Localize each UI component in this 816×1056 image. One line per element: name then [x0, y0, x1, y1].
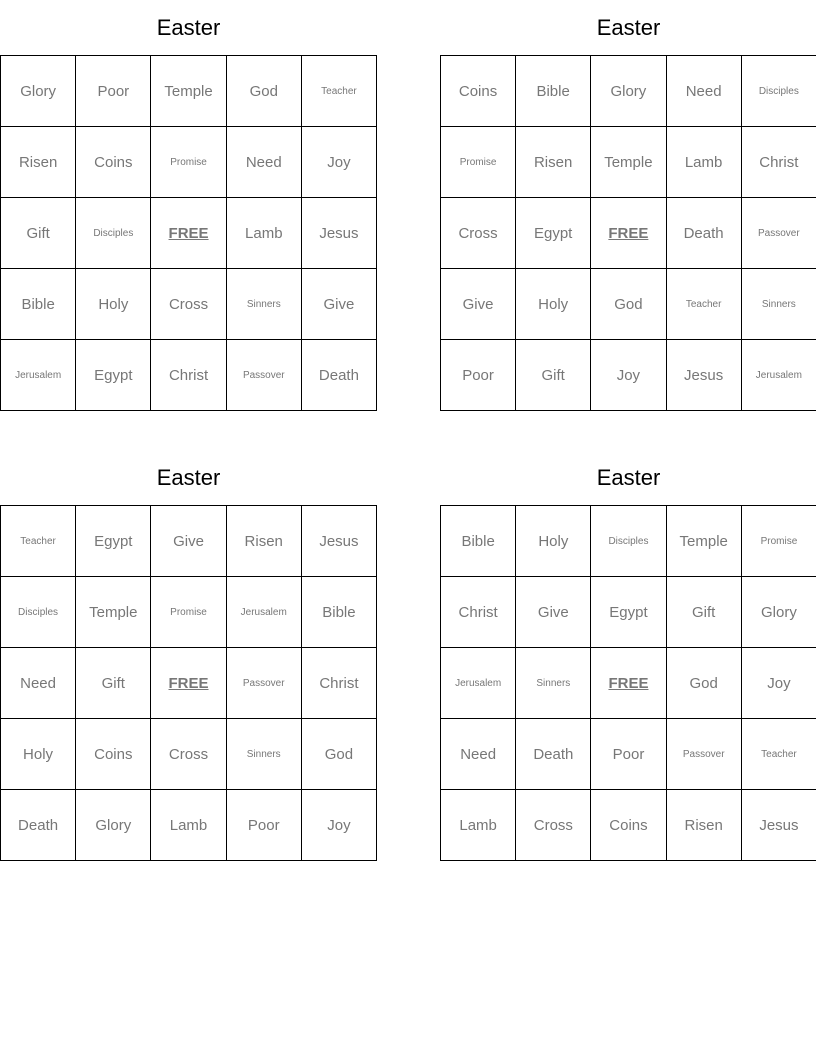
bingo-cell: Give	[516, 577, 591, 648]
bingo-cell: Lamb	[441, 790, 516, 861]
bingo-cell: Joy	[591, 340, 666, 411]
free-cell: FREE	[151, 198, 226, 269]
bingo-cell: Risen	[1, 127, 76, 198]
bingo-cell: Need	[1, 648, 76, 719]
bingo-row	[1, 790, 377, 861]
bingo-card-bottom-right	[440, 464, 816, 861]
bingo-row	[441, 269, 816, 340]
bingo-cell: Teacher	[1, 506, 76, 577]
bingo-cell: Glory	[1, 56, 76, 127]
bingo-row	[1, 506, 377, 577]
bingo-cell: Lamb	[226, 198, 301, 269]
free-cell: FREE	[591, 648, 666, 719]
bingo-cell: Teacher	[741, 719, 816, 790]
bingo-cell: Disciples	[741, 56, 816, 127]
bingo-cell: Temple	[76, 577, 151, 648]
bingo-cell: Give	[441, 269, 516, 340]
bingo-cell: Egypt	[591, 577, 666, 648]
free-cell: FREE	[591, 198, 666, 269]
bingo-cell: Death	[301, 340, 376, 411]
bingo-cell: Promise	[741, 506, 816, 577]
bingo-row	[1, 198, 377, 269]
bingo-cell: Bible	[301, 577, 376, 648]
bingo-cell: Coins	[76, 719, 151, 790]
bingo-grid	[0, 55, 377, 411]
bingo-cell: Risen	[666, 790, 741, 861]
bingo-cell: Teacher	[301, 56, 376, 127]
bingo-cell: God	[301, 719, 376, 790]
bingo-cell: Death	[516, 719, 591, 790]
bingo-cell: Glory	[741, 577, 816, 648]
bingo-cell: Jerusalem	[1, 340, 76, 411]
bingo-grid	[440, 505, 816, 861]
bingo-row	[1, 577, 377, 648]
free-cell: FREE	[151, 648, 226, 719]
bingo-cell: Death	[1, 790, 76, 861]
bingo-cell: Holy	[76, 269, 151, 340]
bingo-cell: Jerusalem	[441, 648, 516, 719]
bingo-cell: Gift	[516, 340, 591, 411]
bingo-cell: Sinners	[516, 648, 591, 719]
bingo-cell: Egypt	[516, 198, 591, 269]
bingo-cell: Poor	[591, 719, 666, 790]
bingo-row	[441, 577, 816, 648]
bingo-cell: Holy	[1, 719, 76, 790]
bingo-cell: Joy	[301, 127, 376, 198]
bingo-row	[441, 648, 816, 719]
bingo-cell: Joy	[301, 790, 376, 861]
bingo-cell: Sinners	[741, 269, 816, 340]
bingo-cell: Holy	[516, 269, 591, 340]
bingo-row	[1, 127, 377, 198]
bingo-row	[441, 198, 816, 269]
bingo-cell: Promise	[151, 577, 226, 648]
bingo-cell: Glory	[76, 790, 151, 861]
bingo-grid	[440, 55, 816, 411]
bingo-cell: Cross	[151, 719, 226, 790]
bingo-cell: Bible	[516, 56, 591, 127]
bingo-cell: Glory	[591, 56, 666, 127]
bingo-cell: Christ	[301, 648, 376, 719]
bingo-cell: Coins	[441, 56, 516, 127]
bingo-cell: God	[666, 648, 741, 719]
bingo-cell: Joy	[741, 648, 816, 719]
bingo-cell: Christ	[441, 577, 516, 648]
bingo-cell: Need	[226, 127, 301, 198]
bingo-cell: Poor	[226, 790, 301, 861]
bingo-row	[1, 269, 377, 340]
bingo-row	[441, 56, 816, 127]
bingo-row	[441, 127, 816, 198]
bingo-cell: Gift	[76, 648, 151, 719]
bingo-cell: Jerusalem	[226, 577, 301, 648]
bingo-row	[1, 56, 377, 127]
bingo-cell: Jesus	[741, 790, 816, 861]
bingo-card-top-right	[440, 14, 816, 411]
bingo-row	[1, 719, 377, 790]
bingo-cell: Bible	[441, 506, 516, 577]
bingo-cell: Jesus	[666, 340, 741, 411]
bingo-card-top-left	[0, 14, 377, 411]
bingo-cell: Cross	[151, 269, 226, 340]
bingo-cell: Lamb	[666, 127, 741, 198]
bingo-cell: Need	[441, 719, 516, 790]
bingo-cell: Sinners	[226, 719, 301, 790]
bingo-row	[441, 506, 816, 577]
card-title: Easter	[156, 465, 221, 490]
bingo-cell: Promise	[441, 127, 516, 198]
bingo-cell: Cross	[441, 198, 516, 269]
bingo-grid	[0, 505, 377, 861]
bingo-cell: Temple	[666, 506, 741, 577]
bingo-cell: Temple	[591, 127, 666, 198]
bingo-cell: Temple	[151, 56, 226, 127]
bingo-cell: Bible	[1, 269, 76, 340]
card-title: Easter	[596, 15, 661, 40]
bingo-cell: Death	[666, 198, 741, 269]
bingo-cell: Jerusalem	[741, 340, 816, 411]
bingo-cell: Holy	[516, 506, 591, 577]
bingo-cell: Give	[151, 506, 226, 577]
bingo-cell: Jesus	[301, 506, 376, 577]
bingo-cell: God	[591, 269, 666, 340]
bingo-cell: Gift	[666, 577, 741, 648]
bingo-cell: Disciples	[1, 577, 76, 648]
bingo-cell: Risen	[226, 506, 301, 577]
bingo-row	[1, 340, 377, 411]
bingo-cell: Risen	[516, 127, 591, 198]
bingo-cell: Passover	[226, 648, 301, 719]
bingo-cell: Coins	[76, 127, 151, 198]
bingo-cell: Give	[301, 269, 376, 340]
bingo-cell: Passover	[226, 340, 301, 411]
bingo-cell: Teacher	[666, 269, 741, 340]
bingo-cell: Christ	[741, 127, 816, 198]
bingo-row	[441, 719, 816, 790]
bingo-cell: Poor	[76, 56, 151, 127]
bingo-cell: Disciples	[591, 506, 666, 577]
card-title: Easter	[596, 465, 661, 490]
bingo-cell: Lamb	[151, 790, 226, 861]
bingo-cell: Disciples	[76, 198, 151, 269]
bingo-cell: Gift	[1, 198, 76, 269]
bingo-cell: God	[226, 56, 301, 127]
bingo-cell: Passover	[666, 719, 741, 790]
bingo-cell: Sinners	[226, 269, 301, 340]
bingo-cell: Egypt	[76, 340, 151, 411]
bingo-row	[1, 648, 377, 719]
bingo-cell: Need	[666, 56, 741, 127]
bingo-cell: Cross	[516, 790, 591, 861]
bingo-card-bottom-left	[0, 464, 377, 861]
bingo-cell: Passover	[741, 198, 816, 269]
bingo-cell: Christ	[151, 340, 226, 411]
bingo-cell: Poor	[441, 340, 516, 411]
bingo-cell: Egypt	[76, 506, 151, 577]
bingo-cell: Jesus	[301, 198, 376, 269]
bingo-row	[441, 340, 816, 411]
bingo-cell: Coins	[591, 790, 666, 861]
bingo-row	[441, 790, 816, 861]
bingo-cell: Promise	[151, 127, 226, 198]
card-title: Easter	[156, 15, 221, 40]
